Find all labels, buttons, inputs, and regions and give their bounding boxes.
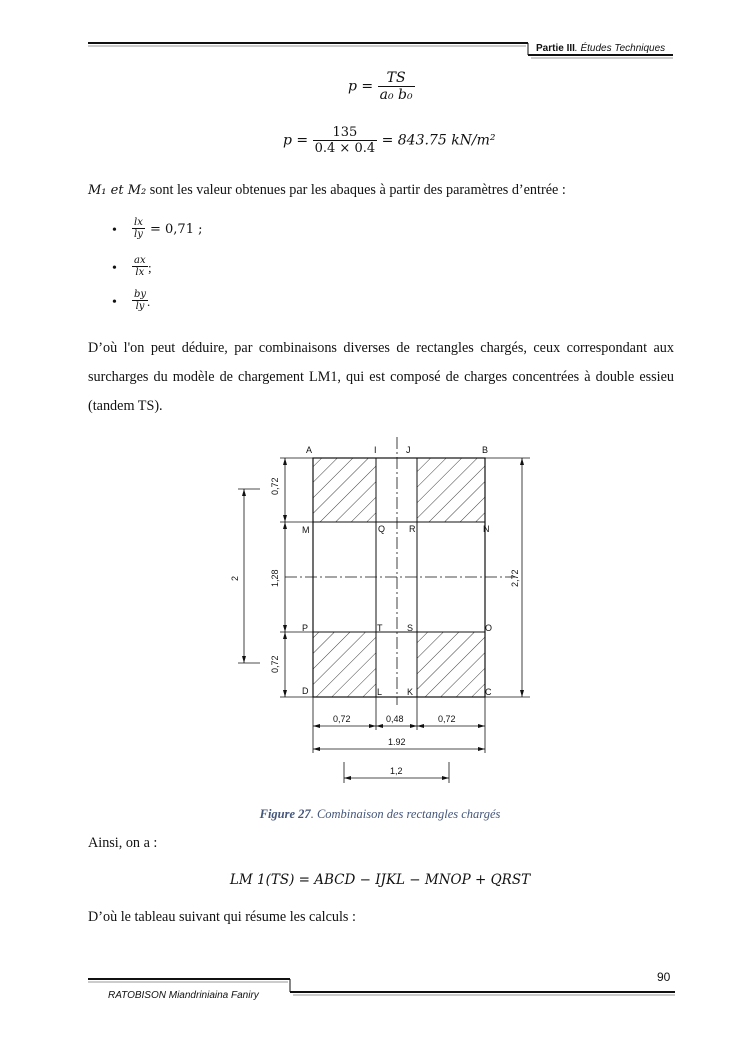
hatch-SOCK [417, 632, 485, 697]
label-S: S [407, 623, 414, 633]
running-header [536, 43, 665, 54]
bullet-1-den: ly [134, 229, 143, 240]
formula-p [348, 70, 415, 103]
label-T: T [377, 623, 383, 633]
dim-w-072a: 0,72 [333, 714, 351, 724]
dim-bot-072: 0,72 [270, 655, 280, 673]
formula-p2-lhs: p [283, 132, 292, 149]
hatch-JBNR [417, 458, 485, 522]
bullet-dot: • [112, 295, 117, 310]
dim-w-072b: 0,72 [438, 714, 456, 724]
label-R: R [409, 524, 416, 534]
formula-p-denominator: a₀ b₀ [379, 87, 413, 103]
formula-p-numerator: TS [386, 70, 406, 86]
page-number: 90 [657, 970, 671, 984]
bullet-item [112, 289, 312, 319]
hatch-PTLD [313, 632, 376, 697]
bullet-2-den: lx [132, 266, 148, 278]
paragraph-abaques [88, 176, 678, 205]
dim-w-12: 1,2 [390, 766, 403, 776]
dim-top-072: 0,72 [270, 477, 280, 495]
figure-caption-text: . Combinaison des rectangles chargés [310, 807, 501, 821]
formula-p-eq: = [361, 78, 374, 95]
paragraph-deduire: D’où l'on peut déduire, par combinaisons diverses de rectangles chargés, ceux correspondant aux surcharges du modèle de chargement LM1, qui est composé de charges concentrées à double essieu (tandem TS). [88, 340, 674, 414]
hatch-AIQM [313, 458, 376, 522]
bullet-dot: • [112, 223, 117, 238]
label-O: O [485, 623, 493, 633]
paragraph-abaques-vars: M₁ et M₂ [88, 183, 147, 198]
bullet-3-den: ly [132, 300, 148, 312]
formula-p2-denominator: 0.4 × 0.4 [314, 141, 376, 156]
bullet-2-suffix: ; [148, 260, 152, 275]
formula-p-lhs: p [348, 78, 357, 95]
dim-right-272: 2,72 [510, 569, 520, 587]
label-B: B [482, 445, 489, 455]
dim-w-192: 1.92 [388, 737, 406, 747]
paragraph-tableau: D’où le tableau suivant qui résume les calculs : [88, 909, 356, 925]
formula-lm1: LM 1(TS) = ABCD − IJKL − MNOP + QRST [229, 872, 531, 888]
bullet-1-suffix: = 0,71 ; [150, 222, 203, 237]
label-J: J [406, 445, 411, 455]
dim-left-2: 2 [230, 575, 240, 581]
header-part-label: Partie III [536, 43, 575, 54]
footer-author: RATOBISON Miandriniaina Faniry [108, 990, 259, 1001]
label-Q: Q [378, 524, 386, 534]
bullet-2-num: ax [134, 255, 146, 266]
label-K: K [407, 687, 414, 697]
dim-mid-128: 1,28 [270, 569, 280, 587]
label-A: A [306, 445, 313, 455]
paragraph-abaques-text: sont les valeur obtenues par les abaques à partir des paramètres d’entrée : [149, 182, 566, 198]
label-D: D [302, 686, 309, 696]
label-L: L [377, 687, 383, 697]
label-M: M [302, 525, 310, 535]
formula-p2-eq: = [296, 132, 309, 149]
formula-p2-result: = 843.75 kN/m² [381, 132, 496, 149]
figure-caption [0, 807, 745, 822]
header-section-title: . Études Techniques [574, 43, 666, 54]
figure-caption-label: Figure 27 [259, 807, 311, 821]
label-I: I [374, 445, 377, 455]
bullet-item [112, 255, 312, 285]
label-P: P [302, 623, 309, 633]
formula-p2-numerator: 135 [332, 125, 358, 140]
label-N: N [483, 524, 490, 534]
bullet-1-num: lx [134, 217, 143, 228]
bullet-3-suffix: . [147, 294, 151, 309]
dim-w-048: 0,48 [386, 714, 404, 724]
label-C: C [485, 687, 492, 697]
formula-p-value [283, 125, 496, 156]
bullet-item [112, 217, 312, 247]
figure-rectangles [220, 435, 540, 795]
paragraph-ainsi: Ainsi, on a : [88, 835, 158, 851]
bullet-3-num: by [134, 289, 147, 300]
bullet-dot: • [112, 261, 117, 276]
